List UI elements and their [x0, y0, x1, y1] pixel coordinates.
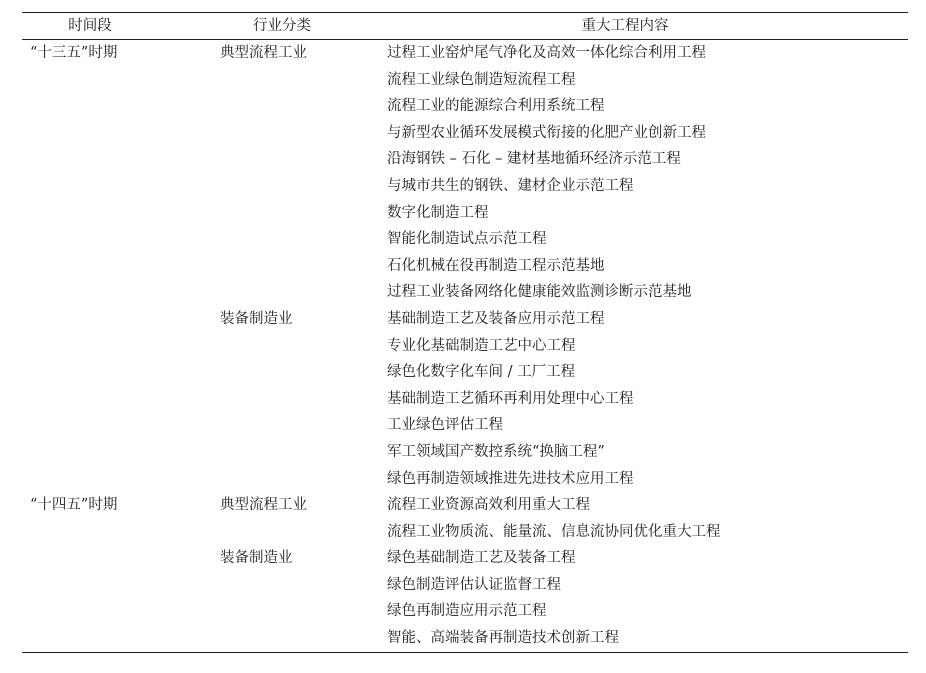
cell-period: “十三五”时期	[30, 45, 118, 61]
table-row	[22, 412, 908, 439]
table-row	[22, 466, 908, 493]
cell-content: 流程工业物质流、能量流、信息流协同优化重大工程	[387, 523, 721, 540]
cell-industry	[200, 386, 382, 413]
header-industry: 行业分类	[253, 18, 311, 34]
header-period: 时间段	[68, 18, 112, 34]
cell-industry	[200, 333, 382, 360]
cell-period	[22, 226, 200, 253]
cell-content: 流程工业资源高效利用重大工程	[387, 497, 590, 514]
table-row	[22, 173, 908, 200]
table-row	[22, 545, 908, 572]
cell-period	[22, 253, 200, 280]
cell-period	[22, 598, 200, 625]
table-row	[22, 439, 908, 466]
header-content: 重大工程内容	[581, 18, 669, 34]
cell-period	[22, 333, 200, 360]
cell-content: 与城市共生的钢铁、建材企业示范工程	[387, 177, 634, 194]
cell-industry	[200, 200, 382, 227]
cell-industry	[200, 519, 382, 546]
cell-content: 与新型农业循环发展模式衔接的化肥产业创新工程	[387, 124, 706, 141]
cell-industry	[200, 146, 382, 173]
cell-industry	[200, 466, 382, 493]
cell-industry	[200, 439, 382, 466]
cell-industry	[200, 93, 382, 120]
cell-content: 石化机械在役再制造工程示范基地	[387, 257, 605, 274]
cell-period	[22, 466, 200, 493]
table-row	[22, 333, 908, 360]
cell-content: 过程工业窑炉尾气净化及高效一体化综合利用工程	[387, 45, 706, 61]
cell-content: 流程工业绿色制造短流程工程	[387, 71, 576, 88]
cell-period	[22, 120, 200, 147]
major-projects-table	[22, 12, 908, 653]
cell-industry	[200, 120, 382, 147]
cell-content: 智能化制造试点示范工程	[387, 231, 547, 248]
cell-period	[22, 439, 200, 466]
table-row	[22, 519, 908, 546]
cell-period: “十四五”时期	[30, 497, 118, 514]
cell-industry: 典型流程工业	[220, 45, 307, 61]
cell-industry	[200, 572, 382, 599]
cell-period	[22, 279, 200, 306]
table-row	[22, 492, 908, 519]
table-row	[22, 226, 908, 253]
cell-content: 绿色再制造应用示范工程	[387, 603, 547, 620]
cell-period	[22, 67, 200, 94]
cell-industry	[200, 279, 382, 306]
cell-period	[22, 545, 200, 572]
cell-period	[22, 173, 200, 200]
cell-content: 绿色基础制造工艺及装备工程	[387, 550, 576, 567]
cell-period	[22, 519, 200, 546]
cell-content: 沿海钢铁 – 石化 – 建材基地循环经济示范工程	[387, 151, 681, 168]
cell-content: 智能、高端装备再制造技术创新工程	[387, 630, 619, 647]
cell-industry	[200, 625, 382, 652]
cell-period	[22, 412, 200, 439]
cell-period	[22, 386, 200, 413]
cell-period	[22, 359, 200, 386]
cell-content: 基础制造工艺及装备应用示范工程	[387, 310, 605, 327]
table-row	[22, 386, 908, 413]
cell-content: 军工领域国产数控系统“换脑工程”	[387, 443, 605, 460]
cell-industry	[200, 67, 382, 94]
cell-period	[22, 306, 200, 333]
major-projects-table-container	[22, 12, 908, 653]
cell-period	[22, 200, 200, 227]
cell-industry	[200, 598, 382, 625]
cell-content: 绿色化数字化车间 / 工厂工程	[387, 364, 576, 381]
table-row	[22, 253, 908, 280]
table-header-row	[22, 13, 908, 40]
cell-period	[22, 146, 200, 173]
cell-industry	[200, 173, 382, 200]
cell-content: 流程工业的能源综合利用系统工程	[387, 98, 605, 115]
table-row	[22, 598, 908, 625]
table-row	[22, 625, 908, 652]
table-row	[22, 279, 908, 306]
table-row	[22, 572, 908, 599]
cell-content: 绿色制造评估认证监督工程	[387, 576, 561, 593]
cell-industry	[200, 226, 382, 253]
cell-period	[22, 93, 200, 120]
cell-period	[22, 572, 200, 599]
cell-content: 基础制造工艺循环再利用处理中心工程	[387, 390, 634, 407]
table-row	[22, 40, 908, 67]
cell-content: 专业化基础制造工艺中心工程	[387, 337, 576, 354]
table-row	[22, 200, 908, 227]
cell-period	[22, 625, 200, 652]
cell-industry	[200, 359, 382, 386]
table-row	[22, 67, 908, 94]
table-row	[22, 93, 908, 120]
cell-industry: 装备制造业	[220, 310, 293, 327]
table-row	[22, 146, 908, 173]
cell-industry: 装备制造业	[220, 550, 293, 567]
cell-industry	[200, 412, 382, 439]
table-row	[22, 120, 908, 147]
cell-industry	[200, 253, 382, 280]
cell-content: 工业绿色评估工程	[387, 417, 503, 434]
cell-industry: 典型流程工业	[220, 497, 307, 514]
table-row	[22, 359, 908, 386]
cell-content: 过程工业装备网络化健康能效监测诊断示范基地	[387, 284, 692, 301]
cell-content: 绿色再制造领域推进先进技术应用工程	[387, 470, 634, 487]
cell-content: 数字化制造工程	[387, 204, 489, 221]
table-row	[22, 306, 908, 333]
table-body	[22, 40, 908, 653]
